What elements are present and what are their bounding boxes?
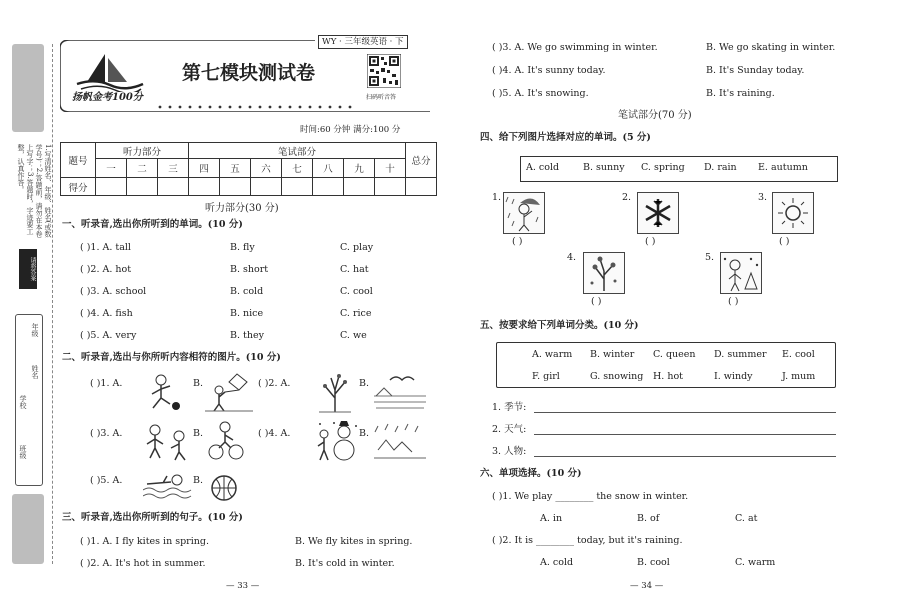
- sec1-title: 一、听录音,选出你所听到的单词。(10 分): [62, 219, 243, 230]
- cold-winter-picture-icon: [720, 252, 762, 294]
- score-col-6: 六: [251, 159, 282, 178]
- sec6-q2: ( )2. It is ________ today, but it's raining.: [492, 535, 683, 546]
- time-info: 时间:60 分钟 满分:100 分: [300, 125, 401, 135]
- sec5-answer-line-3[interactable]: [534, 456, 836, 457]
- label-class: 班级: [19, 445, 27, 459]
- written-header: 笔试部分: [189, 143, 406, 159]
- sec2-q2-b: B.: [359, 378, 370, 389]
- score-col-3: 三: [158, 159, 189, 178]
- children-playing-icon: [143, 422, 193, 462]
- sec5-word-h: H. hot: [653, 371, 683, 382]
- sec1-q5-c: C. we: [340, 330, 367, 341]
- score-cell[interactable]: [96, 178, 127, 196]
- score-cell[interactable]: [158, 178, 189, 196]
- score-table: [60, 142, 437, 196]
- sec3-q3-a: ( )3. A. We go swimming in winter.: [492, 42, 658, 53]
- sec3-q2-b: B. It's cold in winter.: [295, 558, 395, 569]
- sec6-q1: ( )1. We play ________ the snow in winter.: [492, 491, 689, 502]
- sec5-answer-line-1[interactable]: [534, 412, 836, 413]
- sec6-q1-c: C. at: [735, 513, 758, 524]
- score-cell[interactable]: [220, 178, 251, 196]
- total-header: 总分: [406, 143, 437, 178]
- score-cell[interactable]: [313, 178, 344, 196]
- sec5-line-1-label: 1. 季节:: [492, 402, 527, 413]
- sec4-answer-4[interactable]: ( ): [591, 296, 602, 307]
- strip-gray-block-bottom: [12, 494, 44, 564]
- sec5-word-d: D. summer: [714, 349, 767, 360]
- sec3-q2-a: ( )2. A. It's hot in summer.: [80, 558, 206, 569]
- sec4-num-3: 3.: [758, 192, 768, 203]
- sec3-title: 三、听录音,选出你所听到的句子。(10 分): [62, 512, 243, 523]
- boy-riding-bike-icon: [207, 420, 245, 462]
- sec4-num-2: 2.: [622, 192, 632, 203]
- score-col-4: 四: [189, 159, 220, 178]
- cut-line: [52, 44, 53, 564]
- sec3-q3-b: B. We go skating in winter.: [706, 42, 836, 53]
- sec3-q5-a: ( )5. A. It's snowing.: [492, 88, 589, 99]
- autumn-tree-picture-icon: [583, 252, 625, 294]
- sec5-title: 五、按要求给下列单词分类。(10 分): [480, 320, 639, 331]
- binding-strip: [12, 44, 52, 564]
- strip-gray-block: [12, 44, 44, 132]
- sec4-answer-5[interactable]: ( ): [728, 296, 739, 307]
- score-col-2: 二: [127, 159, 158, 178]
- sec2-q5-a: ( )5. A.: [90, 475, 123, 486]
- label-grade: 年级: [31, 323, 39, 337]
- sec1-q2-b: B. short: [230, 264, 269, 275]
- sec1-q3: ( )3. A. school: [80, 286, 147, 297]
- written-heading: 笔试部分(70 分): [618, 110, 692, 121]
- qr-caption: 扫码听音答: [366, 94, 397, 101]
- score-col-5: 五: [220, 159, 251, 178]
- sec4-word-b: B. sunny: [583, 162, 625, 173]
- score-cell[interactable]: [344, 178, 375, 196]
- sec2-q3-b: B.: [193, 428, 204, 439]
- sec1-q4: ( )4. A. fish: [80, 308, 133, 319]
- sec4-word-d: D. rain: [704, 162, 737, 173]
- boy-flying-kite-icon: [205, 372, 253, 412]
- score-col-10: 十: [375, 159, 406, 178]
- sec6-q2-c: C. warm: [735, 557, 776, 568]
- grade-tag: WY · 三年级英语 · 下: [318, 35, 408, 49]
- student-info-box: [15, 314, 43, 486]
- sec1-q5-b: B. they: [230, 330, 264, 341]
- sec2-q2-a: ( )2. A.: [258, 378, 291, 389]
- sec5-word-e: E. cool: [782, 349, 815, 360]
- strip-tag: 请将答案: [19, 249, 37, 289]
- sec4-word-c: C. spring: [641, 162, 685, 173]
- sec1-q1-c: C. play: [340, 242, 374, 253]
- score-col-9: 九: [344, 159, 375, 178]
- sec1-q3-c: C. cool: [340, 286, 373, 297]
- score-cell[interactable]: [127, 178, 158, 196]
- sec3-q1-a: ( )1. A. I fly kites in spring.: [80, 536, 209, 547]
- snowman-icon: [314, 420, 362, 464]
- sec5-word-g: G. snowing: [590, 371, 644, 382]
- sec6-q2-a: A. cold: [540, 557, 574, 568]
- sec2-q1-b: B.: [193, 378, 204, 389]
- bare-tree-icon: [317, 372, 353, 414]
- score-cell[interactable]: [251, 178, 282, 196]
- sec2-q4-b: B.: [359, 428, 370, 439]
- listening-heading: 听力部分(30 分): [205, 203, 279, 214]
- sec5-line-3-label: 3. 人物:: [492, 446, 527, 457]
- sec5-answer-line-2[interactable]: [534, 434, 836, 435]
- sec3-q1-b: B. We fly kites in spring.: [295, 536, 413, 547]
- listening-header: 听力部分: [96, 143, 189, 159]
- boy-swimming-icon: [143, 470, 193, 500]
- sec6-title: 六、单项选择。(10 分): [480, 468, 582, 479]
- sec1-q4-b: B. nice: [230, 308, 264, 319]
- score-col-8: 八: [313, 159, 344, 178]
- sec5-word-c: C. queen: [653, 349, 696, 360]
- sec1-q1: ( )1. A. tall: [80, 242, 131, 253]
- sec1-q2-c: C. hat: [340, 264, 369, 275]
- sec1-q3-b: B. cold: [230, 286, 264, 297]
- sec5-line-2-label: 2. 天气:: [492, 424, 527, 435]
- score-cell[interactable]: [189, 178, 220, 196]
- sec4-word-e: E. autumn: [758, 162, 808, 173]
- sec4-num-1: 1.: [492, 192, 502, 203]
- sec2-q1-a: ( )1. A.: [90, 378, 123, 389]
- snowflake-picture-icon: [637, 192, 679, 234]
- sec1-q5: ( )5. A. very: [80, 330, 137, 341]
- boy-playing-football-icon: [143, 372, 183, 412]
- page-title: 第七模块测试卷: [182, 62, 316, 84]
- rainy-landscape-icon: [372, 420, 428, 464]
- qr-code-icon[interactable]: [367, 54, 401, 88]
- sec4-num-5: 5.: [705, 252, 715, 263]
- sun-picture-icon: [772, 192, 814, 234]
- sec2-q4-a: ( )4. A.: [258, 428, 291, 439]
- label-school: 学校: [19, 395, 27, 409]
- sec4-title: 四、给下列图片选择对应的单词。(5 分): [480, 132, 651, 143]
- sec4-word-a: A. cold: [526, 162, 560, 173]
- bird-over-lake-icon: [372, 372, 428, 414]
- sec3-q4-a: ( )4. A. It's sunny today.: [492, 65, 606, 76]
- sec6-q1-a: A. in: [540, 513, 563, 524]
- sec2-title: 二、听录音,选出与你所听内容相符的图片。(10 分): [62, 352, 281, 363]
- score-row2-label: 得分: [61, 178, 96, 196]
- sec4-num-4: 4.: [567, 252, 577, 263]
- score-row-label: 题号: [61, 143, 96, 178]
- sec2-q5-b: B.: [193, 475, 204, 486]
- sec3-q5-b: B. It's raining.: [706, 88, 775, 99]
- sec5-word-a: A. warm: [532, 349, 573, 360]
- page-number-left: — 33 —: [226, 581, 260, 591]
- sec6-q2-b: B. cool: [637, 557, 670, 568]
- sec4-answer-1[interactable]: ( ): [512, 236, 523, 247]
- page-number-right: — 34 —: [630, 581, 664, 591]
- strip-instructions: 1.写清姓名、年级、姓名(或数学号)；2.答题前，请勿在本卷上写字；3.答题时，字迹要工整，认真作答。: [17, 144, 52, 238]
- sail-logo-icon: [75, 52, 145, 92]
- sec1-q4-c: C. rice: [340, 308, 372, 319]
- score-col-7: 七: [282, 159, 313, 178]
- score-cell[interactable]: [406, 178, 437, 196]
- sec5-word-b: B. winter: [590, 349, 635, 360]
- score-cell[interactable]: [375, 178, 406, 196]
- score-cell[interactable]: [282, 178, 313, 196]
- sec3-q4-b: B. It's Sunday today.: [706, 65, 805, 76]
- label-name: 姓名: [31, 365, 39, 379]
- sec2-q3-a: ( )3. A.: [90, 428, 123, 439]
- sec6-q1-b: B. of: [637, 513, 660, 524]
- sec4-answer-2[interactable]: ( ): [645, 236, 656, 247]
- sec4-answer-3[interactable]: ( ): [779, 236, 790, 247]
- exam-header: [60, 37, 430, 112]
- rain-picture-icon: [503, 192, 545, 234]
- basketball-icon: [210, 474, 238, 502]
- sec1-q2: ( )2. A. hot: [80, 264, 132, 275]
- sec1-q1-b: B. fly: [230, 242, 255, 253]
- sec5-word-i: I. windy: [714, 371, 753, 382]
- score-col-1: 一: [96, 159, 127, 178]
- sec5-word-j: J. mum: [782, 371, 816, 382]
- sec5-word-f: F. girl: [532, 371, 560, 382]
- brand-name: 扬帆金考100分: [72, 92, 143, 103]
